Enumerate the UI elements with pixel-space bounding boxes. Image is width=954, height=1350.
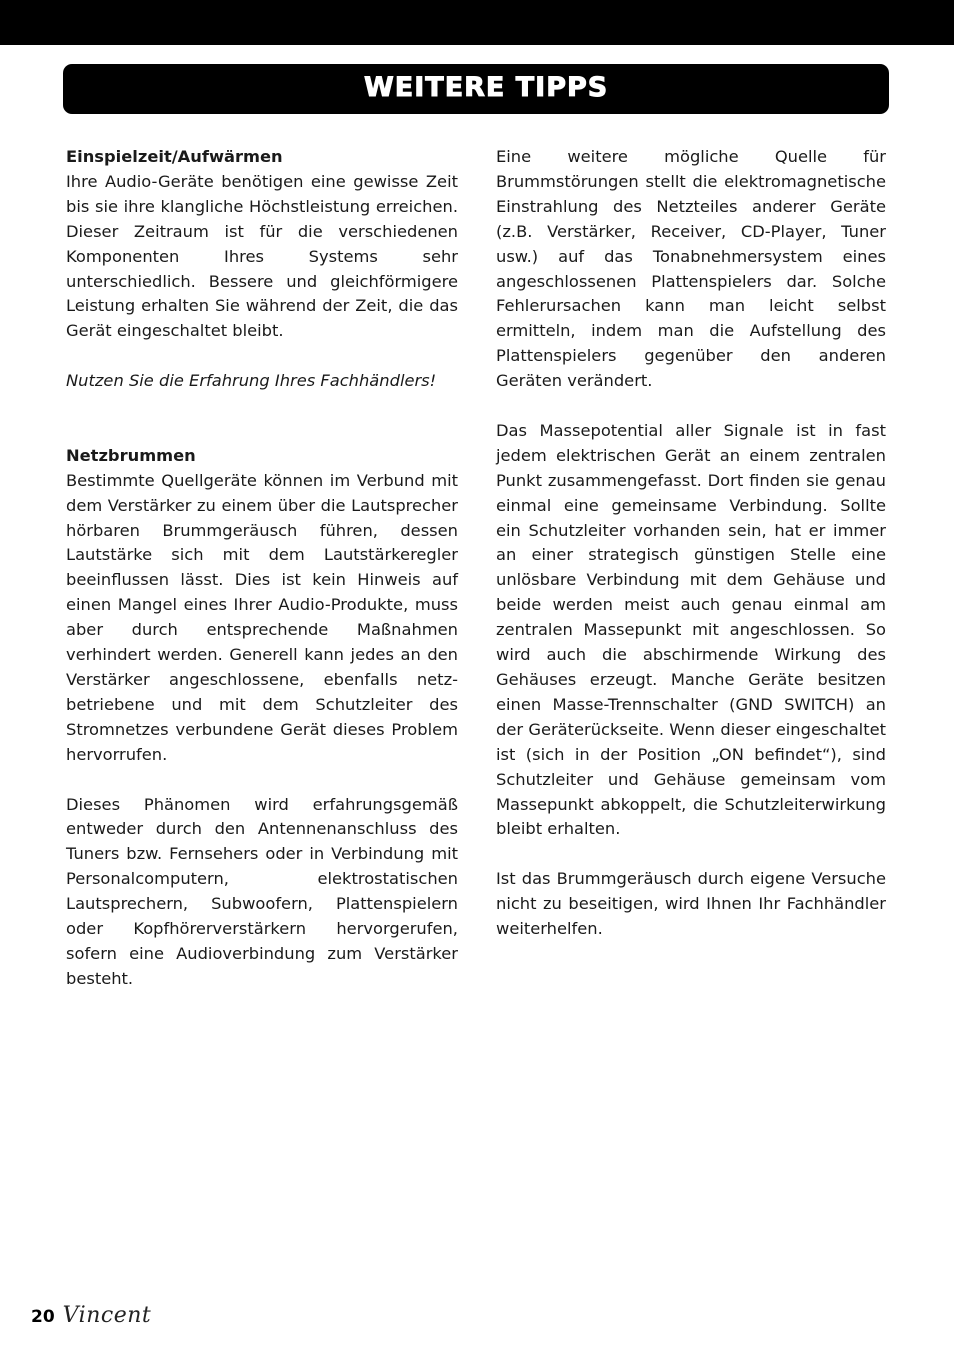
paragraph-right-2: Das Massepotential aller Signale ist in fast jedem elektrischen Gerät an einem zentralen Punkt zusammengefasst. Dort finden sie genau einmal eine gemeinsame Verbindung. Sollte ein Schutzleiter vorhanden sein, hat er immer an einer strategisch günstigen Stelle eine unlösbare Verbindung mit dem Gehäuse und beide werden meist auch genau einmal am zentralen Massepunkt mit angeschlossen. So wird auch die abschirmende Wirkung des Gehäuses erzeugt. Manche Geräte besitzen einen Masse-Trennschalter (GND SWITCH) an der Geräterückseite. Wenn dieser eingeschaltet ist (sich in der Position „ON befindet“), sind Schutzleiter und Gehäuse gemeinsam vom Massepunkt abkoppelt, die Schutzleiterwirkung bleibt erhalten. [496,420,886,839]
left-column [66,145,458,1017]
brand-logo: Vincent [62,1303,152,1328]
title-banner [63,64,889,114]
paragraph-hum-1: Bestimmte Quellgeräte können im Verbund mit dem Verstärker zu einem über die Lautsprecher hörbaren Brummgeräusch führen, dessen Lautstärke sich mit dem Lautstärkeregler beeinflussen lässt. Dies ist kein Hinweis auf einen Mangel eines Ihrer Audio-Produkte, muss aber durch entsprechende Maßnahmen verhindert werden. Generell kann jedes an den Verstärker angeschlossene, ebenfalls netzbetriebene und mit dem Schutzleiter des Stromnetzes verbundene Gerät dieses Problem hervorrufen. [66,470,458,764]
paragraph-hum-2: Dieses Phänomen wird erfahrungsgemäß entweder durch den Antennenanschluss des Tuners bzw. Fernsehers oder in Verbindung mit Personalcomputern, elektrostatischen Lautsprechern, Subwoofern, Plattenspielern oder Kopfhörerverstärkern hervorgerufen, sofern eine Audioverbindung zum Verstärker besteht. [66,794,458,988]
paragraph-warmup: Ihre Audio-Geräte benötigen eine gewisse Zeit bis sie ihre klangliche Höchstleistung erreichen. Dieser Zeitraum ist für die verschiedenen Komponenten Ihres Systems sehr unterschiedlich. Bessere und gleichförmigere Leistung erhalten Sie während der Zeit, die das Gerät eingeschaltet bleibt. [66,171,458,341]
page-number: 20 [31,1307,55,1327]
section-heading-warmup: Einspielzeit/Aufwärmen [66,147,283,166]
spacer [66,419,458,444]
section-heading-hum: Netzbrummen [66,445,196,465]
section-hum [66,444,458,768]
top-black-bar [0,0,954,45]
page-title: WEITERE TIPPS [364,72,609,103]
paragraph-right-1: Eine weitere mögliche Quelle für Brummstörungen stellt die elektromagnetische Einstrahlung des Netzteiles anderer Geräte (z.B. Verstärker, Receiver, CD-Player, Tuner usw.) auf das Tonabnehmersystem eines angeschlossenen Plattenspielers dar. Solche Fehlerursachen kann man leicht selbst ermitteln, indem man die Aufstellung des Plattenspielers gegenüber den anderen Geräten verändert. [496,147,886,391]
right-column [496,145,886,967]
dealer-note: Nutzen Sie die Erfahrung Ihres Fachhändlers! [66,371,437,391]
paragraph-right-3: Ist das Brummgeräusch durch eigene Versuche nicht zu beseitigen, wird Ihnen Ihr Fachhändler weiterhelfen. [496,869,886,939]
section-warmup [66,145,458,344]
page-footer [31,1303,151,1333]
